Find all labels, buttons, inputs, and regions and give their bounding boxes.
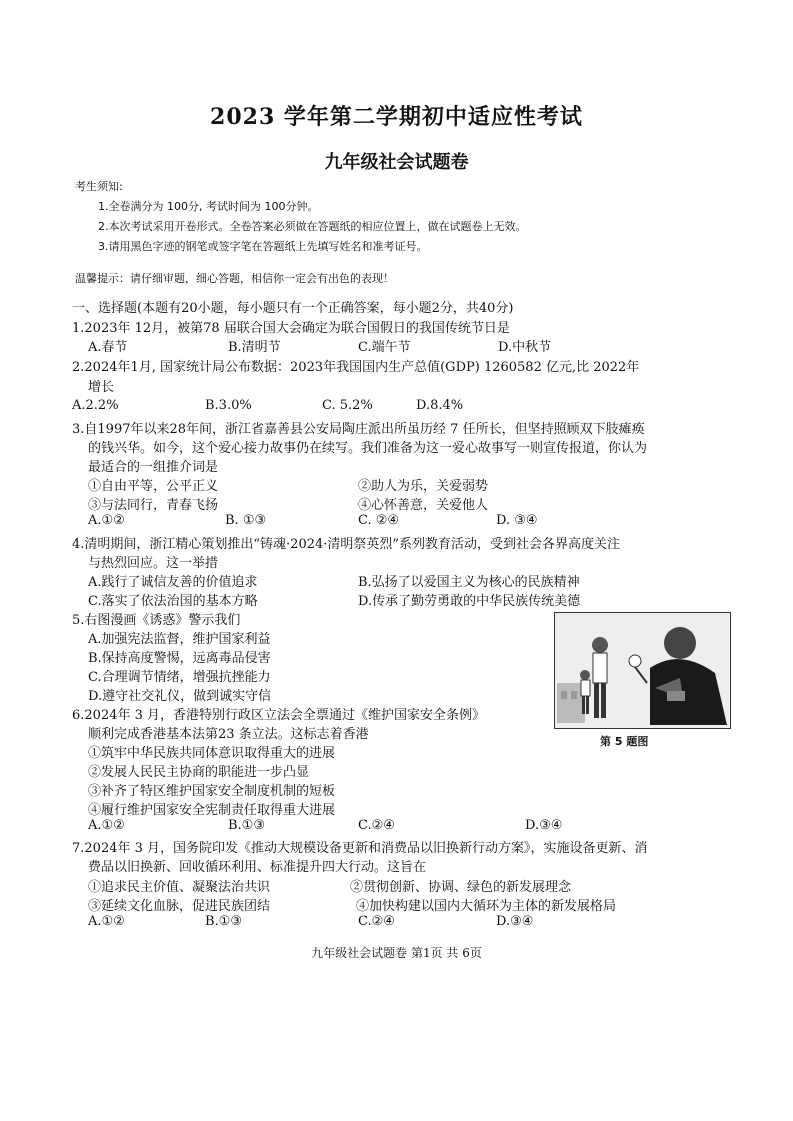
option-c: C.②④ <box>358 914 395 929</box>
notice-item: 3.请用黑色字迹的钢笔或签字笔在答题纸上先填写姓名和准考证号。 <box>98 240 428 253</box>
cartoon-illustration <box>555 613 730 728</box>
statement-1: ①筑牢中华民族共同体意识取得重大的进展 <box>88 746 336 761</box>
question-1-stem: 1.2023年 12月，被第78 届联合国大会确定为联合国假日的我国传统节日是 <box>72 321 510 336</box>
tip-text: 温馨提示：请仔细审题，细心答题，相信你一定会有出色的表现！ <box>75 272 394 285</box>
notice-item: 2.本次考试采用开卷形式。全卷答案必须做在答题纸的相应位置上，做在试题卷上无效。 <box>98 220 527 233</box>
statement-3: ③与法同行，青春飞扬 <box>88 498 219 513</box>
statement-2: ②贯彻创新、协调、绿色的新发展理念 <box>350 880 572 895</box>
question-4-stem-cont: 与热烈回应。这一举措 <box>88 556 219 571</box>
option-a: A.春节 <box>88 340 128 355</box>
option-b: B.清明节 <box>228 340 281 355</box>
question-3-stem-cont: 最适合的一组推介词是 <box>88 460 219 475</box>
question-3-stem: 3.自1997年以来28年间，浙江省嘉善县公安局陶庄派出所虽历经 7 任所长，但坚持照顾双下肢瘫痪 <box>72 422 645 437</box>
question-5-stem: 5.右图漫画《诱惑》警示我们 <box>72 613 241 628</box>
question-2-stem: 2.2024年1月, 国家统计局公布数据：2023年我国国内生产总值(GDP) 1260582 亿元,比 2022年 <box>72 360 640 375</box>
statement-1: ①自由平等，公平正义 <box>88 479 219 494</box>
statement-4: ④加快构建以国内大循环为主体的新发展格局 <box>356 899 617 914</box>
paper-subtitle: 九年级社会试题卷 <box>324 152 469 173</box>
option-d: D. ③④ <box>496 513 538 528</box>
option-c: C.端午节 <box>358 340 411 355</box>
option-c: C.②④ <box>358 818 395 833</box>
page-footer: 九年级社会试题卷 第1页 共 6页 <box>311 946 482 960</box>
option-d: D.传承了勤劳勇敢的中华民族传统美德 <box>358 594 581 609</box>
question-7-stem: 7.2024年 3 月，国务院印发《推动大规模设备更新和消费品以旧换新行动方案》，实施设备更新、消 <box>72 841 648 856</box>
option-a: A.加强宪法监督，维护国家利益 <box>88 632 271 647</box>
notice-item: 1.全卷满分为 100分, 考试时间为 100分钟。 <box>98 200 319 213</box>
option-b: B.①③ <box>228 818 265 833</box>
question-7-stem-cont: 费品以旧换新、回收循环利用、标准提升四大行动。这旨在 <box>88 860 427 875</box>
option-b: B.3.0% <box>205 398 252 413</box>
option-a: A.①② <box>88 914 125 929</box>
option-d: D.遵守社交礼仪，做到诚实守信 <box>88 689 272 704</box>
option-d: D.中秋节 <box>498 340 552 355</box>
statement-3: ③延续文化血脉，促进民族团结 <box>88 899 271 914</box>
option-b: B. ①③ <box>225 513 267 528</box>
statement-1: ①追求民主价值、凝聚法治共识 <box>88 880 271 895</box>
question-4-stem: 4.清明期间，浙江精心策划推出“铸魂·2024·清明祭英烈”系列教育活动，受到社会各界高度关注 <box>72 537 621 552</box>
option-c: C. 5.2% <box>322 398 373 413</box>
option-a: A.①② <box>88 818 125 833</box>
option-d: D.③④ <box>525 818 563 833</box>
statement-3: ③补齐了特区维护国家安全制度机制的短板 <box>88 784 336 799</box>
option-c: C.落实了依法治国的基本方略 <box>88 594 258 609</box>
option-c: C.合理调节情绪，增强抗挫能力 <box>88 670 271 685</box>
question-2-stem-cont: 增长 <box>88 380 115 395</box>
option-b: B.弘扬了以爱国主义为核心的民族精神 <box>358 575 580 590</box>
statement-4: ④履行维护国家安全宪制责任取得重大进展 <box>88 803 336 818</box>
statement-2: ②发展人民民主协商的职能进一步凸显 <box>88 765 310 780</box>
option-a: A.①② <box>88 513 125 528</box>
option-a: A.践行了诚信友善的价值追求 <box>88 575 258 590</box>
statement-2: ②助人为乐，关爱弱势 <box>358 479 489 494</box>
option-c: C. ②④ <box>358 513 400 528</box>
option-d: D.③④ <box>496 914 534 929</box>
option-b: B.①③ <box>205 914 242 929</box>
notice-heading: 考生须知: <box>75 180 123 193</box>
question-3-stem-cont: 的钱兴华。如今，这个爱心接力故事仍在续写。我们准备为这一爱心故事写一则宣传报道，你认为 <box>88 441 648 456</box>
option-d: D.8.4% <box>416 398 464 413</box>
statement-4: ④心怀善意，关爱他人 <box>358 498 489 513</box>
question-6-stem-cont: 顺利完成香港基本法第23 条立法。这标志着香港 <box>88 727 369 742</box>
option-a: A.2.2% <box>72 398 119 413</box>
option-b: B.保持高度警惕，远离毒品侵害 <box>88 651 271 666</box>
question-6-stem: 6.2024年 3 月，香港特别行政区立法会全票通过《维护国家安全条例》 <box>72 708 486 723</box>
section-heading: 一、选择题(本题有20小题，每小题只有一个正确答案，每小题2分，共40分) <box>72 301 514 316</box>
exam-title: 2023 学年第二学期初中适应性考试 <box>210 104 583 130</box>
cartoon-image <box>554 612 731 729</box>
figure-caption: 第 5 题图 <box>600 735 649 748</box>
